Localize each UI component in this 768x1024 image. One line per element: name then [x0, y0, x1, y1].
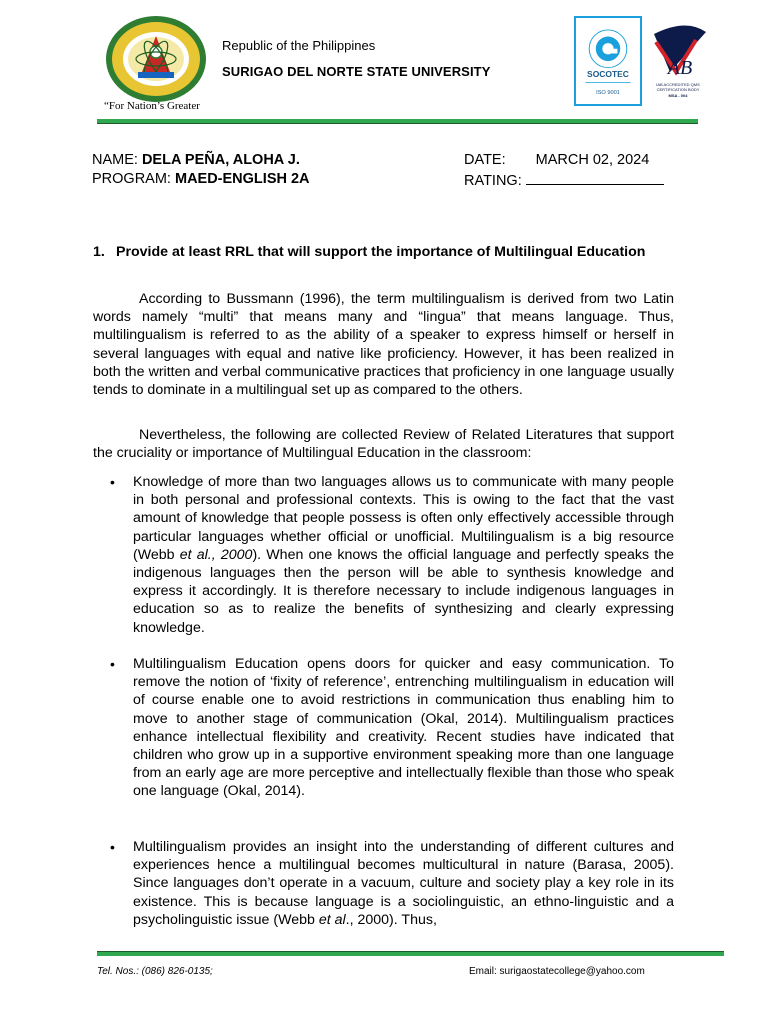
date-label: DATE:	[464, 152, 506, 168]
svg-text:IAB ACCREDITED QMS: IAB ACCREDITED QMS	[656, 82, 700, 87]
list-item	[110, 473, 674, 637]
iab-code: MSA - 004	[668, 93, 688, 98]
bullet-dot: •	[110, 474, 115, 490]
name-label: NAME:	[92, 152, 138, 168]
program-label: PROGRAM:	[92, 171, 171, 187]
header-rule-dark	[97, 123, 698, 124]
rating-row	[464, 171, 664, 189]
question-number: 1.	[93, 244, 105, 260]
bullet-text-2: Multilingualism Education opens doors for quicker and easy communication. To remove the notion of ‘fixity of reference’, entrenching multilingualism in education will of course enable one to avoid restrictions in communication thus enabling him to move to another stage of communication (Okal, 2014). Multilingualism practices enhance intellectual flexibility and creativity. Recent studies have indicated that children who grow up in a supportive environment speaking more than one language from an early age are more perceptive and intellectually flexible than those who speak one language (Okal, 2014).	[133, 656, 674, 800]
university-seal-logo	[104, 14, 208, 104]
socotec-certification-logo	[574, 16, 642, 106]
footer-telephone: Tel. Nos.: (086) 826-0135;	[97, 966, 213, 977]
rating-label: RATING:	[464, 173, 522, 189]
question-text: Provide at least RRL that will support the importance of Multilingual Education	[116, 244, 646, 260]
date-value: MARCH 02, 2024	[535, 152, 650, 168]
bullet-dot: •	[110, 839, 115, 855]
university-name: SURIGAO DEL NORTE STATE UNIVERSITY	[222, 64, 491, 79]
question-block	[93, 243, 674, 261]
list-item	[110, 655, 674, 801]
rrl-intro-paragraph: Nevertheless, the following are collected Review of Related Literatures that support the cruciality or importance of Multilingual Education in the classroom:	[93, 427, 674, 462]
footer-rule-green	[97, 952, 724, 956]
program-row	[92, 171, 310, 187]
iab-accreditation-logo	[646, 22, 708, 102]
socotec-brand: SOCOTEC	[587, 69, 629, 79]
bullet-text-3: Multilingualism provides an insight into the understanding of different cultures and experiences hence a multilingual becomes multicultural in nature (Barasa, 2005). Since languages don’t operate in a vacuum, culture and society play a key role in its existence. This is because language is a sociolinguistic, an ethno-linguistic and a psycholinguistic issue (Webb et al., 2000). Thus,	[133, 839, 674, 928]
rating-blank-line	[526, 171, 664, 185]
name-value: DELA PEÑA, ALOHA J.	[141, 152, 300, 168]
intro-paragraph: According to Bussmann (1996), the term multilingualism is derived from two Latin words namely “multi” that means many and “lingua” that means language. Thus, multilingualism is referred to as the ability of a speaker to express himself or herself in several languages with equal and native like proficiency. However, it has been realized in both the written and verbal communicative practices that proficiency in one language usually tends to dominate in a multilingual set up as compared to the others.	[93, 291, 674, 399]
svg-text:AB: AB	[667, 57, 693, 79]
list-item	[110, 838, 674, 929]
socotec-iso: ISO 9001	[596, 89, 620, 96]
bullet-dot: •	[110, 656, 115, 672]
republic-line: Republic of the Philippines	[222, 38, 376, 53]
university-motto: “For Nation’s Greater	[104, 100, 200, 112]
footer-email: Email: surigaostatecollege@yahoo.com	[469, 966, 645, 977]
bullet-text-1: Knowledge of more than two languages allows us to communicate with many people in both personal and professional contexts. This is owing to the fact that the vast amount of knowledge that people possess is often only effectively accessible through particular languages whether official or unofficial. Multilingualism is a big resource (Webb et al., 2000). When one knows the official language and perfectly speaks the indigenous languages then the person will be able to synthesis knowledge and express it accordingly. It is therefore necessary to include indigenous languages in education so as to realize the benefits of synthesizing and clearly expressing knowledge.	[133, 474, 674, 636]
svg-text:CERTIFICATION BODY: CERTIFICATION BODY	[656, 87, 700, 92]
program-value: MAED-ENGLISH 2A	[174, 171, 310, 187]
name-row	[92, 152, 300, 168]
date-row	[464, 152, 649, 168]
